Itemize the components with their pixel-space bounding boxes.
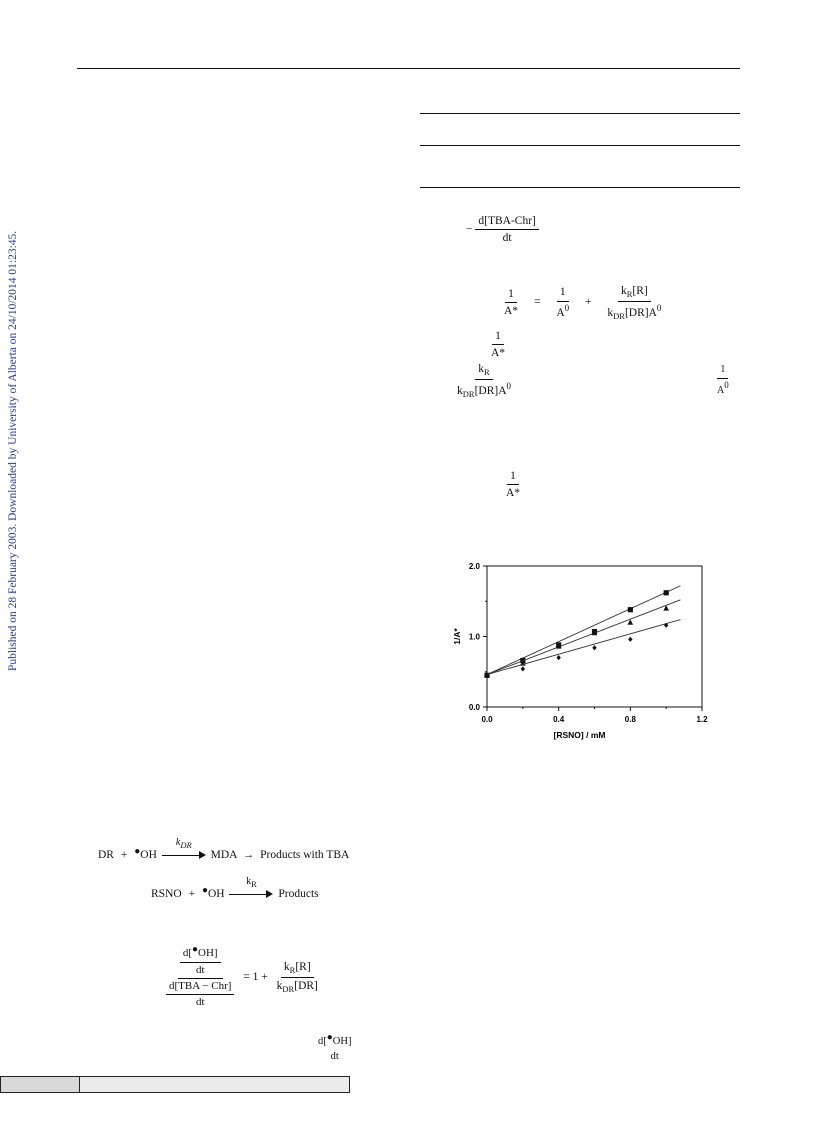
r1-k: k	[175, 837, 181, 849]
x-tick-label: 0.4	[553, 715, 565, 724]
reaction-2	[151, 876, 319, 901]
download-sidebar: Published on 28 February 2003. Downloaded by University of Alberta on 24/10/2014 01:23:45.	[7, 230, 19, 671]
ratio-top-den: dt	[195, 963, 205, 976]
slope-num-sub: R	[484, 367, 490, 377]
ratio-r-num-sub: R	[289, 964, 296, 975]
r2-plus: +	[188, 888, 196, 900]
ratio-r-num-rest: [R]	[295, 960, 311, 973]
eq-t1-den: A	[556, 306, 565, 319]
footer-bar-cell	[1, 1077, 80, 1092]
rate-expression: − $\frac{\text{d[TBA-Chr]}}{dt}$	[466, 214, 539, 246]
r2-product: Products	[278, 888, 319, 900]
r1-k-sub: DR	[180, 840, 192, 851]
intercept-num: 1	[717, 364, 728, 379]
r1-product2: Products with TBA	[260, 849, 350, 861]
inline-inverse2-den: A*	[506, 487, 521, 500]
point-square	[628, 607, 633, 612]
r2-reactant: RSNO	[151, 888, 182, 900]
point-circle	[592, 645, 596, 650]
x-tick-label: 0.0	[481, 715, 493, 724]
header-rule	[77, 68, 740, 69]
bottom-fraction	[315, 1032, 354, 1063]
eq-t2-num-sub: R	[626, 289, 633, 299]
inline-inverse-2	[503, 469, 523, 501]
intercept-den-sup: 0	[724, 379, 729, 390]
y-tick-label: 2.0	[468, 562, 480, 571]
r1-arrow-icon	[162, 837, 206, 860]
eq-lhs-den: A*	[504, 305, 519, 318]
table-mid-rule	[420, 145, 740, 146]
ratio-top-pre: d[	[182, 947, 192, 959]
ratio-r-den-sub: DR	[282, 983, 295, 994]
inline-inverse-num: 1	[492, 329, 504, 345]
chart-root	[452, 562, 708, 740]
eq-t1-num: 1	[557, 285, 569, 301]
eq-t2-den-sup: 0	[656, 302, 662, 313]
ratio-rhs: = 1 +	[243, 970, 268, 983]
rate-num: d[TBA-Chr]	[475, 214, 539, 230]
table-top-rule	[420, 113, 740, 114]
slope-den-sup: 0	[506, 380, 512, 391]
bottom-frac-rad: OH]	[332, 1036, 352, 1047]
ratio-equation	[163, 944, 321, 1010]
slope-den-rest: [DR]A	[474, 384, 507, 397]
fit-line-squares	[487, 586, 681, 675]
ratio-r-num-k: k	[283, 960, 290, 973]
r2-radical: OH	[207, 888, 225, 900]
radical-dot-icon: ●	[201, 885, 208, 896]
eq-lhs-num: 1	[505, 287, 517, 303]
point-circle	[556, 655, 560, 660]
fit-line-triangles	[487, 600, 681, 675]
ratio-bot-den: dt	[195, 996, 205, 1009]
eq-t2-den-k: k	[607, 306, 614, 319]
r1-reactant: DR	[98, 849, 114, 861]
plot-frame	[487, 566, 702, 707]
eq-equals: =	[533, 296, 541, 309]
bottom-frac-pre: d[	[318, 1036, 327, 1047]
x-tick-label: 1.2	[696, 715, 708, 724]
bottom-frac-den: dt	[330, 1051, 339, 1063]
ratio-bot-num: d[TBA − Chr]	[166, 980, 234, 996]
r2-k-sub: R	[251, 879, 257, 890]
inline-inverse2-num: 1	[507, 469, 519, 485]
ratio-r-den-rest: [DR]	[294, 979, 318, 992]
intercept-term	[714, 364, 732, 397]
slope-num-k: k	[478, 363, 485, 375]
footer-bar	[0, 1076, 350, 1093]
eq-t1-den-sup: 0	[564, 302, 570, 313]
eq-t2-num-k: k	[621, 285, 627, 297]
point-circle	[521, 666, 525, 671]
y-tick-label: 0.0	[468, 703, 480, 712]
eq-t2-num-rest: [R]	[632, 285, 648, 297]
ratio-r-den-k: k	[276, 979, 283, 992]
fit-line-circles	[487, 620, 681, 675]
radical-dot-icon: ●	[326, 1032, 333, 1043]
x-axis-label: [RSNO] / mM	[553, 730, 606, 740]
slope-term	[454, 362, 514, 399]
intercept-den: A	[717, 384, 725, 396]
r1-radical: OH	[140, 849, 157, 861]
point-circle	[628, 637, 632, 642]
inline-inverse-den: A*	[491, 347, 506, 360]
rsno-plot	[440, 552, 730, 744]
y-axis-label: 1/A*	[452, 628, 462, 645]
radical-dot-icon: ●	[192, 944, 199, 955]
rate-den: dt	[502, 232, 512, 245]
radical-dot-icon: ●	[134, 846, 141, 857]
inverse-equation	[501, 284, 664, 321]
y-tick-label: 1.0	[468, 632, 480, 642]
r2-arrow-icon	[229, 876, 273, 899]
point-square	[664, 590, 669, 595]
x-tick-label: 0.8	[624, 715, 636, 724]
inline-inverse	[488, 329, 508, 361]
r1-plus: +	[120, 849, 128, 861]
slope-den-sub: DR	[462, 388, 475, 399]
r2-k: k	[246, 876, 252, 888]
slope-den-k: k	[457, 384, 463, 397]
eq-t2-den-rest: [DR]A	[624, 306, 657, 319]
ratio-top-rad: OH]	[198, 947, 218, 959]
table-bottom-rule	[420, 187, 740, 188]
eq-t2-den-sub: DR	[613, 310, 625, 321]
reaction-1: DR + ●OH $k_{DR}$ MDA → Products with TBA	[98, 837, 350, 861]
eq-plus: +	[585, 296, 592, 309]
r1-product1: MDA	[210, 849, 237, 861]
